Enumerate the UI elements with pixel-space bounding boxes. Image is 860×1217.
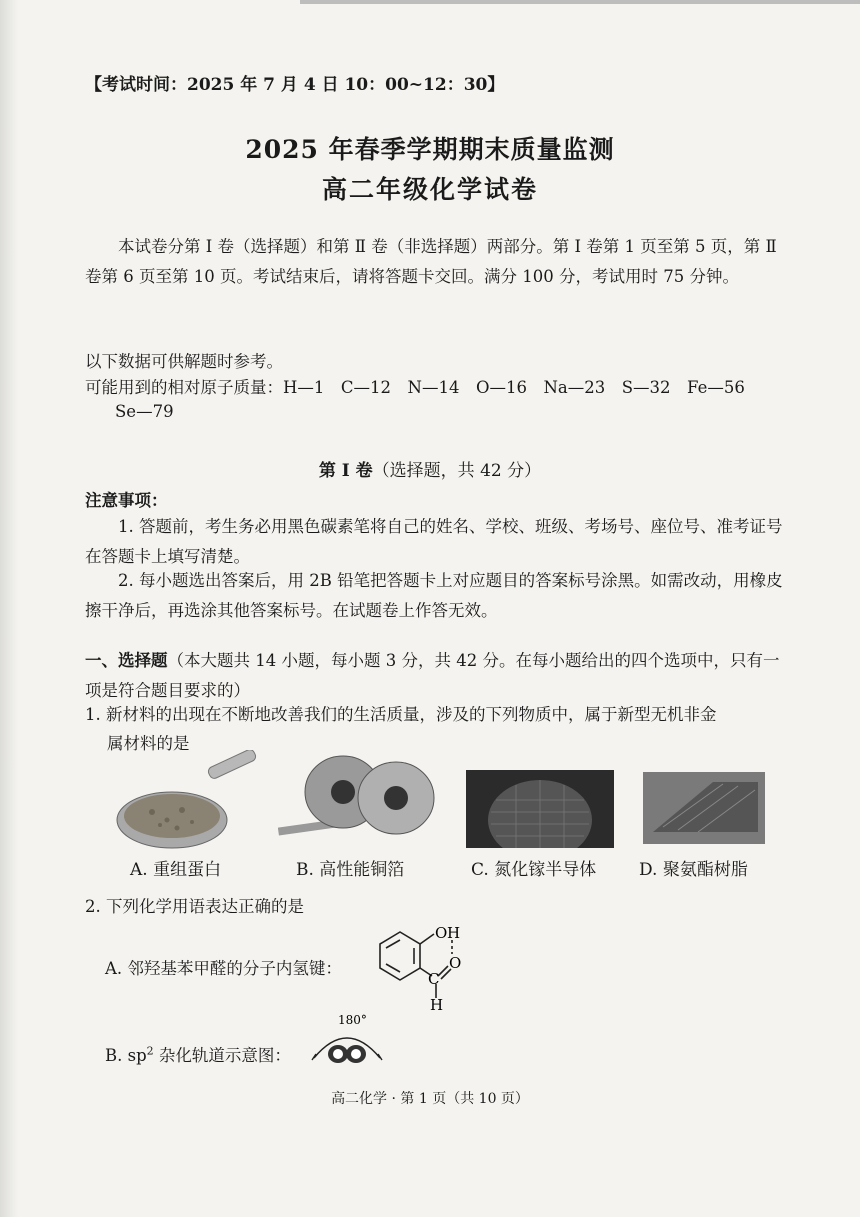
q1-option-d: D. 聚氨酯树脂: [639, 860, 748, 880]
atom-c: C: [428, 970, 440, 988]
atomic-masses-cont: Se—79: [115, 402, 174, 421]
salicylaldehyde-structure: [372, 918, 472, 1010]
notice-item-1: 1. 答题前，考生务必用黑色碳素笔将自己的姓名、学校、班级、考场号、座位号、准考证号在答题卡上填写清楚。: [85, 517, 783, 566]
scan-top-edge: [300, 0, 860, 4]
gan-semiconductor-image: [466, 770, 614, 848]
q2-option-a: A. 邻羟基苯甲醛的分子内氢键：: [105, 959, 342, 978]
notice-title: 注意事项：: [85, 491, 168, 510]
q2-option-b-prefix: B. sp: [105, 1046, 147, 1065]
atom-o2: O: [449, 954, 462, 972]
sp2-orbital-diagram: [306, 1012, 388, 1068]
reference-note: 以下数据可供解题时参考。: [85, 352, 283, 371]
section-label: 一、选择题: [85, 651, 168, 670]
q1-option-b: B. 高性能铜箔: [296, 860, 405, 880]
protein-powder-image: [112, 750, 262, 850]
bond-angle-label: 180°: [338, 1013, 367, 1027]
notice-item-2: 2. 每小题选出答案后，用 2B 铅笔把答题卡上对应题目的答案标号涂黑。如需改动，用橡皮擦干净后，再选涂其他答案标号。在试题卷上作答无效。: [85, 571, 783, 620]
q2-option-b-suffix: 杂化轨道示意图：: [153, 1046, 291, 1065]
section-desc: （本大题共 14 小题，每小题 3 分，共 42 分。在每小题给出的四个选项中，只有一项是符合题目要求的）: [85, 651, 780, 700]
page-subtitle: 高二年级化学试卷: [321, 175, 538, 204]
q2-option-b: [105, 1042, 291, 1066]
exam-time: 【考试时间：2025 年 7 月 4 日 10：00~12：30】: [85, 75, 505, 95]
atomic-masses: 可能用到的相对原子质量：H—1 C—12 N—14 O—16 Na—23 S—32 Fe—56: [85, 378, 745, 397]
q1-option-c: C. 氮化镓半导体: [471, 860, 597, 880]
question-2-stem: 2. 下列化学用语表达正确的是: [85, 897, 304, 916]
q1-option-a: A. 重组蛋白: [130, 860, 222, 880]
atom-o1: O: [435, 924, 448, 942]
polyurethane-resin-image: [643, 772, 765, 844]
intro-paragraph: 本试卷分第 Ⅰ 卷（选择题）和第 Ⅱ 卷（非选择题）两部分。第 Ⅰ 卷第 1 页至第 5 页，第 Ⅱ 卷第 6 页至第 10 页。考试结束后，请将答题卡交回。满分 100 分，考试用时 75 分钟。: [85, 237, 777, 286]
page-footer: 高二化学 · 第 1 页（共 10 页）: [331, 1091, 529, 1107]
atom-h2: H: [430, 996, 444, 1010]
question-1-stem: 1. 新材料的出现在不断地改善我们的生活质量，涉及的下列物质中，属于新型无机非金: [85, 705, 717, 724]
question-1-stem-cont: 属材料的是: [107, 734, 190, 753]
section-heading: [85, 646, 795, 706]
part-heading: [0, 456, 860, 481]
page-title: 2025 年春季学期期末质量监测: [245, 135, 615, 164]
atom-h1: H: [447, 924, 461, 942]
part-label: 第 Ⅰ 卷: [318, 461, 373, 481]
part-suffix: （选择题，共 42 分）: [372, 461, 542, 481]
q2-option-b-sup: 2: [146, 1044, 154, 1058]
copper-foil-image: [278, 752, 438, 842]
